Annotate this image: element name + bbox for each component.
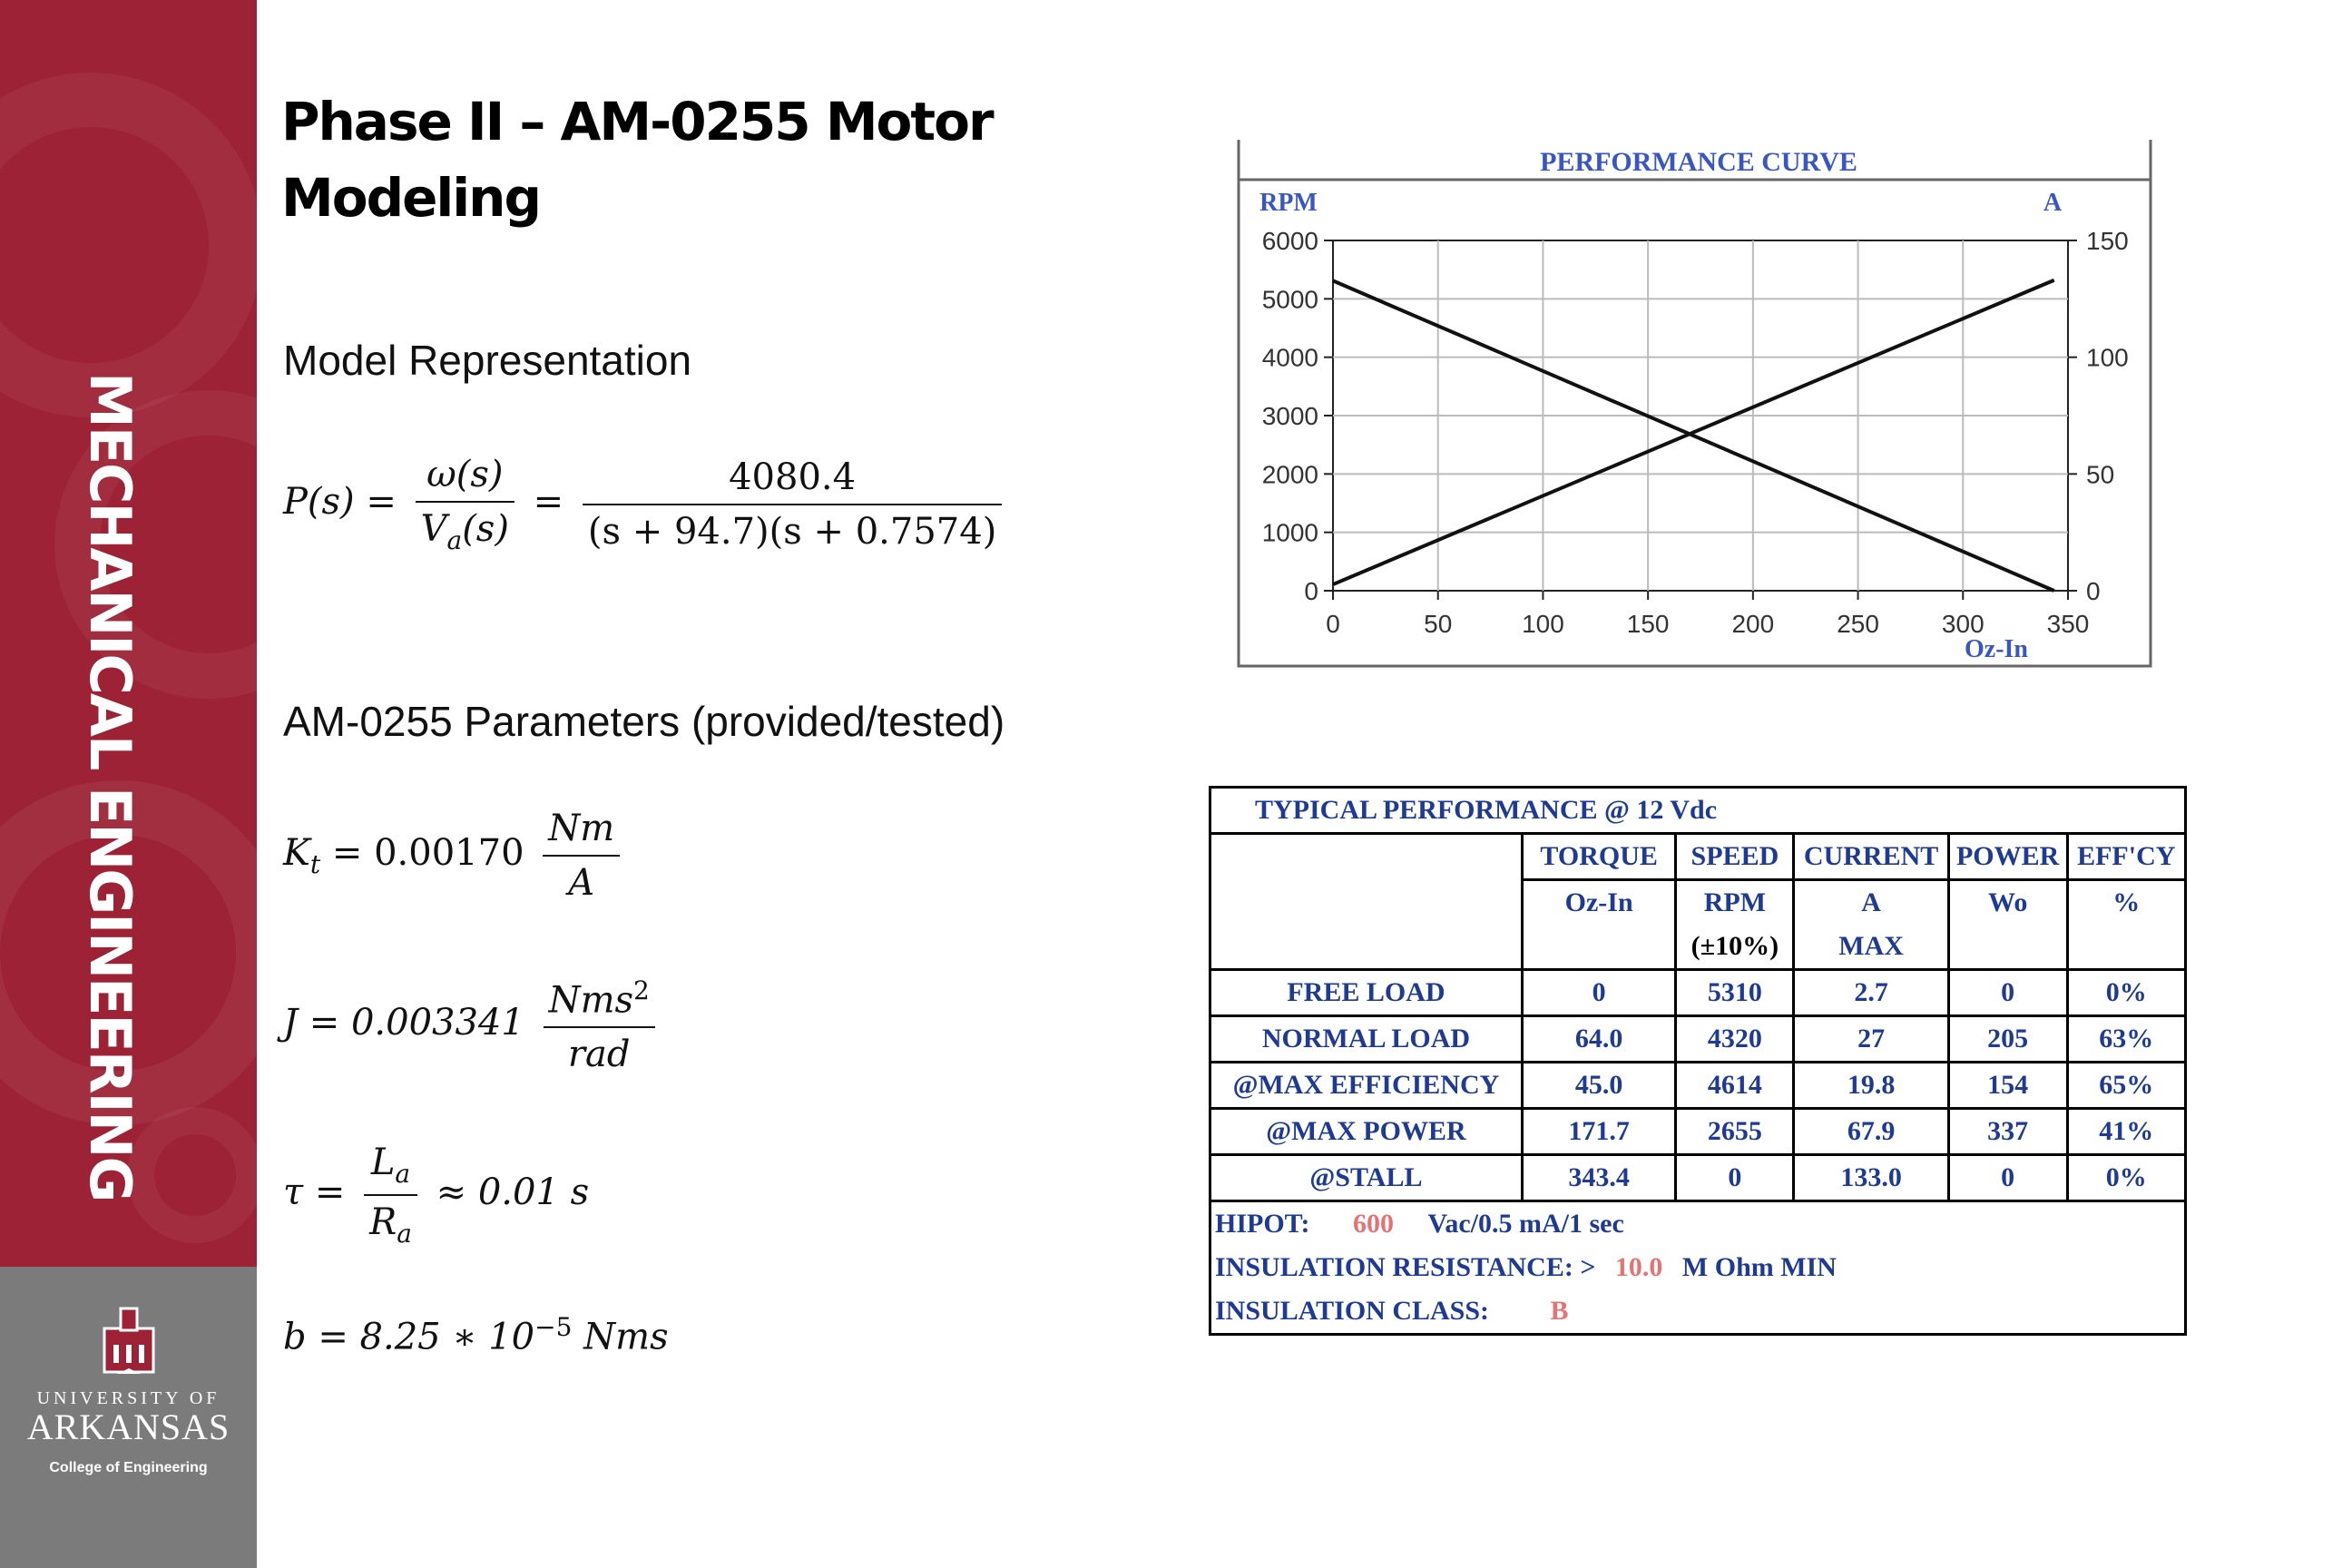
col-name: SPEED [1676, 834, 1794, 880]
row-label: @MAX POWER [1210, 1109, 1523, 1155]
tau-rhs: ≈ 0.01 s [436, 1171, 590, 1213]
col-name: EFF'CY [2067, 834, 2186, 880]
tf-den1-main: V [420, 508, 447, 550]
col-extra [2067, 925, 2186, 970]
university-logo [0, 1305, 257, 1476]
y-tick-label-right: 0 [2086, 577, 2101, 605]
tf-num2: 4080.4 [583, 456, 1002, 505]
col-extra: (±10%) [1676, 925, 1794, 970]
hipot-label: HIPOT: [1215, 1209, 1310, 1239]
hipot-unit: Vac/0.5 mA/1 sec [1427, 1209, 1624, 1239]
col-name: CURRENT [1794, 834, 1948, 880]
old-main-icon [97, 1305, 161, 1377]
table-row [1210, 1109, 2186, 1155]
x-tick-label: 150 [1626, 610, 1670, 638]
table-row [1210, 970, 2186, 1016]
b-equation [283, 1312, 669, 1357]
tau-frac [364, 1142, 417, 1249]
cell: 67.9 [1794, 1109, 1948, 1155]
chart-ylabel-left: RPM [1259, 189, 1318, 217]
col-unit: A [1794, 880, 1948, 926]
cell: 65% [2067, 1063, 2186, 1109]
logo-line1: UNIVERSITY OF [36, 1388, 220, 1408]
cell: 0% [2067, 970, 2186, 1016]
page-title [281, 83, 1098, 236]
x-tick-label: 200 [1731, 610, 1775, 638]
kt-den: A [568, 862, 595, 904]
cell: 0 [1948, 970, 2067, 1016]
ins-class-value: B [1550, 1296, 1569, 1326]
tf-den1-tail: (s) [462, 508, 509, 550]
kt-lhs: K [283, 832, 310, 874]
gear-decoration [127, 1107, 257, 1243]
cell: 45.0 [1522, 1063, 1676, 1109]
gear-decoration [0, 73, 257, 417]
y-tick-label-left: 4000 [1261, 343, 1318, 372]
col-unit: Oz-In [1522, 880, 1676, 926]
cell: 5310 [1676, 970, 1794, 1016]
cell: 4614 [1676, 1063, 1794, 1109]
cell: 64.0 [1522, 1016, 1676, 1063]
kt-num: Nm [548, 808, 615, 849]
cell: 0 [1948, 1155, 2067, 1201]
kt-equation [283, 808, 627, 904]
b-lhs: b = 8.25 ∗ 10 [283, 1316, 535, 1358]
y-tick-label-left: 2000 [1261, 460, 1318, 489]
table-header: TYPICAL PERFORMANCE @ 12 Vdc [1210, 788, 2186, 834]
tf-frac1 [416, 454, 514, 555]
ins-res-value: 10.0 [1614, 1252, 1663, 1282]
title-line2: Modeling [281, 167, 540, 229]
kt-frac [543, 808, 620, 904]
hipot-value: 600 [1352, 1209, 1394, 1239]
b-unit: Nms [583, 1316, 669, 1358]
row-label: FREE LOAD [1210, 970, 1523, 1016]
j-num-sup: 2 [633, 975, 650, 1005]
tau-den: R [369, 1201, 397, 1243]
tf-frac2 [583, 456, 1002, 553]
logo-college: College of Engineering [49, 1460, 208, 1475]
chart-title: PERFORMANCE CURVE [1540, 147, 1857, 177]
logo-line2: ARKANSAS [26, 1406, 230, 1447]
y-tick-label-left: 0 [1304, 577, 1318, 605]
x-tick-label: 100 [1522, 610, 1564, 638]
row-label: @STALL [1210, 1155, 1523, 1201]
y-tick-label-right: 150 [2086, 227, 2129, 255]
ins-res-label: INSULATION RESISTANCE: > [1215, 1252, 1596, 1282]
x-tick-label: 50 [1424, 610, 1453, 638]
tau-lhs: τ = [283, 1171, 346, 1213]
cell: 133.0 [1794, 1155, 1948, 1201]
tf-den1-sub: a [446, 525, 463, 555]
vertical-title: MECHANICAL ENGINEERING [77, 372, 143, 1201]
ins-class-row [1210, 1289, 2186, 1335]
cell: 41% [2067, 1109, 2186, 1155]
chart-ylabel-right: A [2043, 189, 2063, 217]
y-tick-label-right: 100 [2086, 343, 2129, 372]
kt-value: = 0.00170 [331, 832, 524, 874]
table-corner [1210, 834, 1523, 970]
cell: 4320 [1676, 1016, 1794, 1063]
cell: 154 [1948, 1063, 2067, 1109]
j-num: Nms [548, 979, 634, 1022]
tf-lhs: P(s) = [283, 481, 397, 523]
cell: 2655 [1676, 1109, 1794, 1155]
col-extra [1522, 925, 1676, 970]
x-tick-label: 350 [2046, 610, 2090, 638]
row-label: @MAX EFFICIENCY [1210, 1063, 1523, 1109]
col-unit: % [2067, 880, 2186, 926]
j-den: rad [567, 1034, 631, 1076]
col-name: POWER [1948, 834, 2067, 880]
hipot-row [1210, 1201, 2186, 1247]
title-line1: Phase II – AM-0255 Motor [281, 91, 993, 152]
y-tick-label-left: 1000 [1261, 518, 1318, 547]
tau-equation [283, 1142, 589, 1249]
col-extra: MAX [1794, 925, 1948, 970]
cell: 0 [1676, 1155, 1794, 1201]
j-frac [544, 975, 655, 1075]
cell: 2.7 [1794, 970, 1948, 1016]
cell: 0% [2067, 1155, 2186, 1201]
x-tick-label: 0 [1326, 610, 1340, 638]
cell: 337 [1948, 1109, 2067, 1155]
chart-xlabel: Oz-In [1965, 635, 2028, 663]
cell: 19.8 [1794, 1063, 1948, 1109]
table-row [1210, 1155, 2186, 1201]
tau-num: L [370, 1142, 396, 1183]
sidebar [0, 0, 257, 1568]
ins-res-unit: M Ohm MIN [1681, 1252, 1837, 1282]
cell: 171.7 [1522, 1109, 1676, 1155]
j-equation [283, 975, 662, 1075]
tf-den2: (s + 94.7)(s + 0.7574) [587, 511, 997, 553]
cell: 0 [1522, 970, 1676, 1016]
ins-class-label: INSULATION CLASS: [1215, 1296, 1490, 1326]
cell: 27 [1794, 1016, 1948, 1063]
col-unit: RPM [1676, 880, 1794, 926]
cell: 63% [2067, 1016, 2186, 1063]
x-tick-label: 250 [1837, 610, 1879, 638]
tau-den-sub: a [397, 1219, 412, 1249]
y-tick-label-left: 5000 [1261, 285, 1318, 314]
tau-num-sub: a [395, 1159, 411, 1189]
table-row [1210, 1016, 2186, 1063]
params-heading: AM-0255 Parameters (provided/tested) [283, 698, 1005, 745]
tf-num1: ω(s) [426, 454, 504, 495]
y-tick-label-left: 3000 [1261, 402, 1318, 430]
col-extra [1948, 925, 2067, 970]
cell: 205 [1948, 1016, 2067, 1063]
b-sup: −5 [534, 1312, 573, 1342]
performance-curve-chart [1234, 136, 2155, 670]
model-heading: Model Representation [283, 337, 692, 384]
j-lhs: J = 0.003341 [283, 1002, 524, 1044]
table-row [1210, 1063, 2186, 1109]
y-tick-label-right: 50 [2086, 460, 2115, 489]
y-tick-label-left: 6000 [1261, 227, 1318, 255]
row-label: NORMAL LOAD [1210, 1016, 1523, 1063]
performance-table [1209, 786, 2187, 1336]
kt-sub: t [309, 849, 321, 879]
transfer-function: P(s) = $\frac{\omega(s)}{V_a(s)}$ = $\frac{4080.4}{(s + 94.7)(s + 0.7574)}$ [283, 454, 1009, 555]
x-tick-label: 300 [1941, 610, 1984, 638]
ins-res-row [1210, 1246, 2186, 1289]
col-name: TORQUE [1522, 834, 1676, 880]
col-unit: Wo [1948, 880, 2067, 926]
cell: 343.4 [1522, 1155, 1676, 1201]
